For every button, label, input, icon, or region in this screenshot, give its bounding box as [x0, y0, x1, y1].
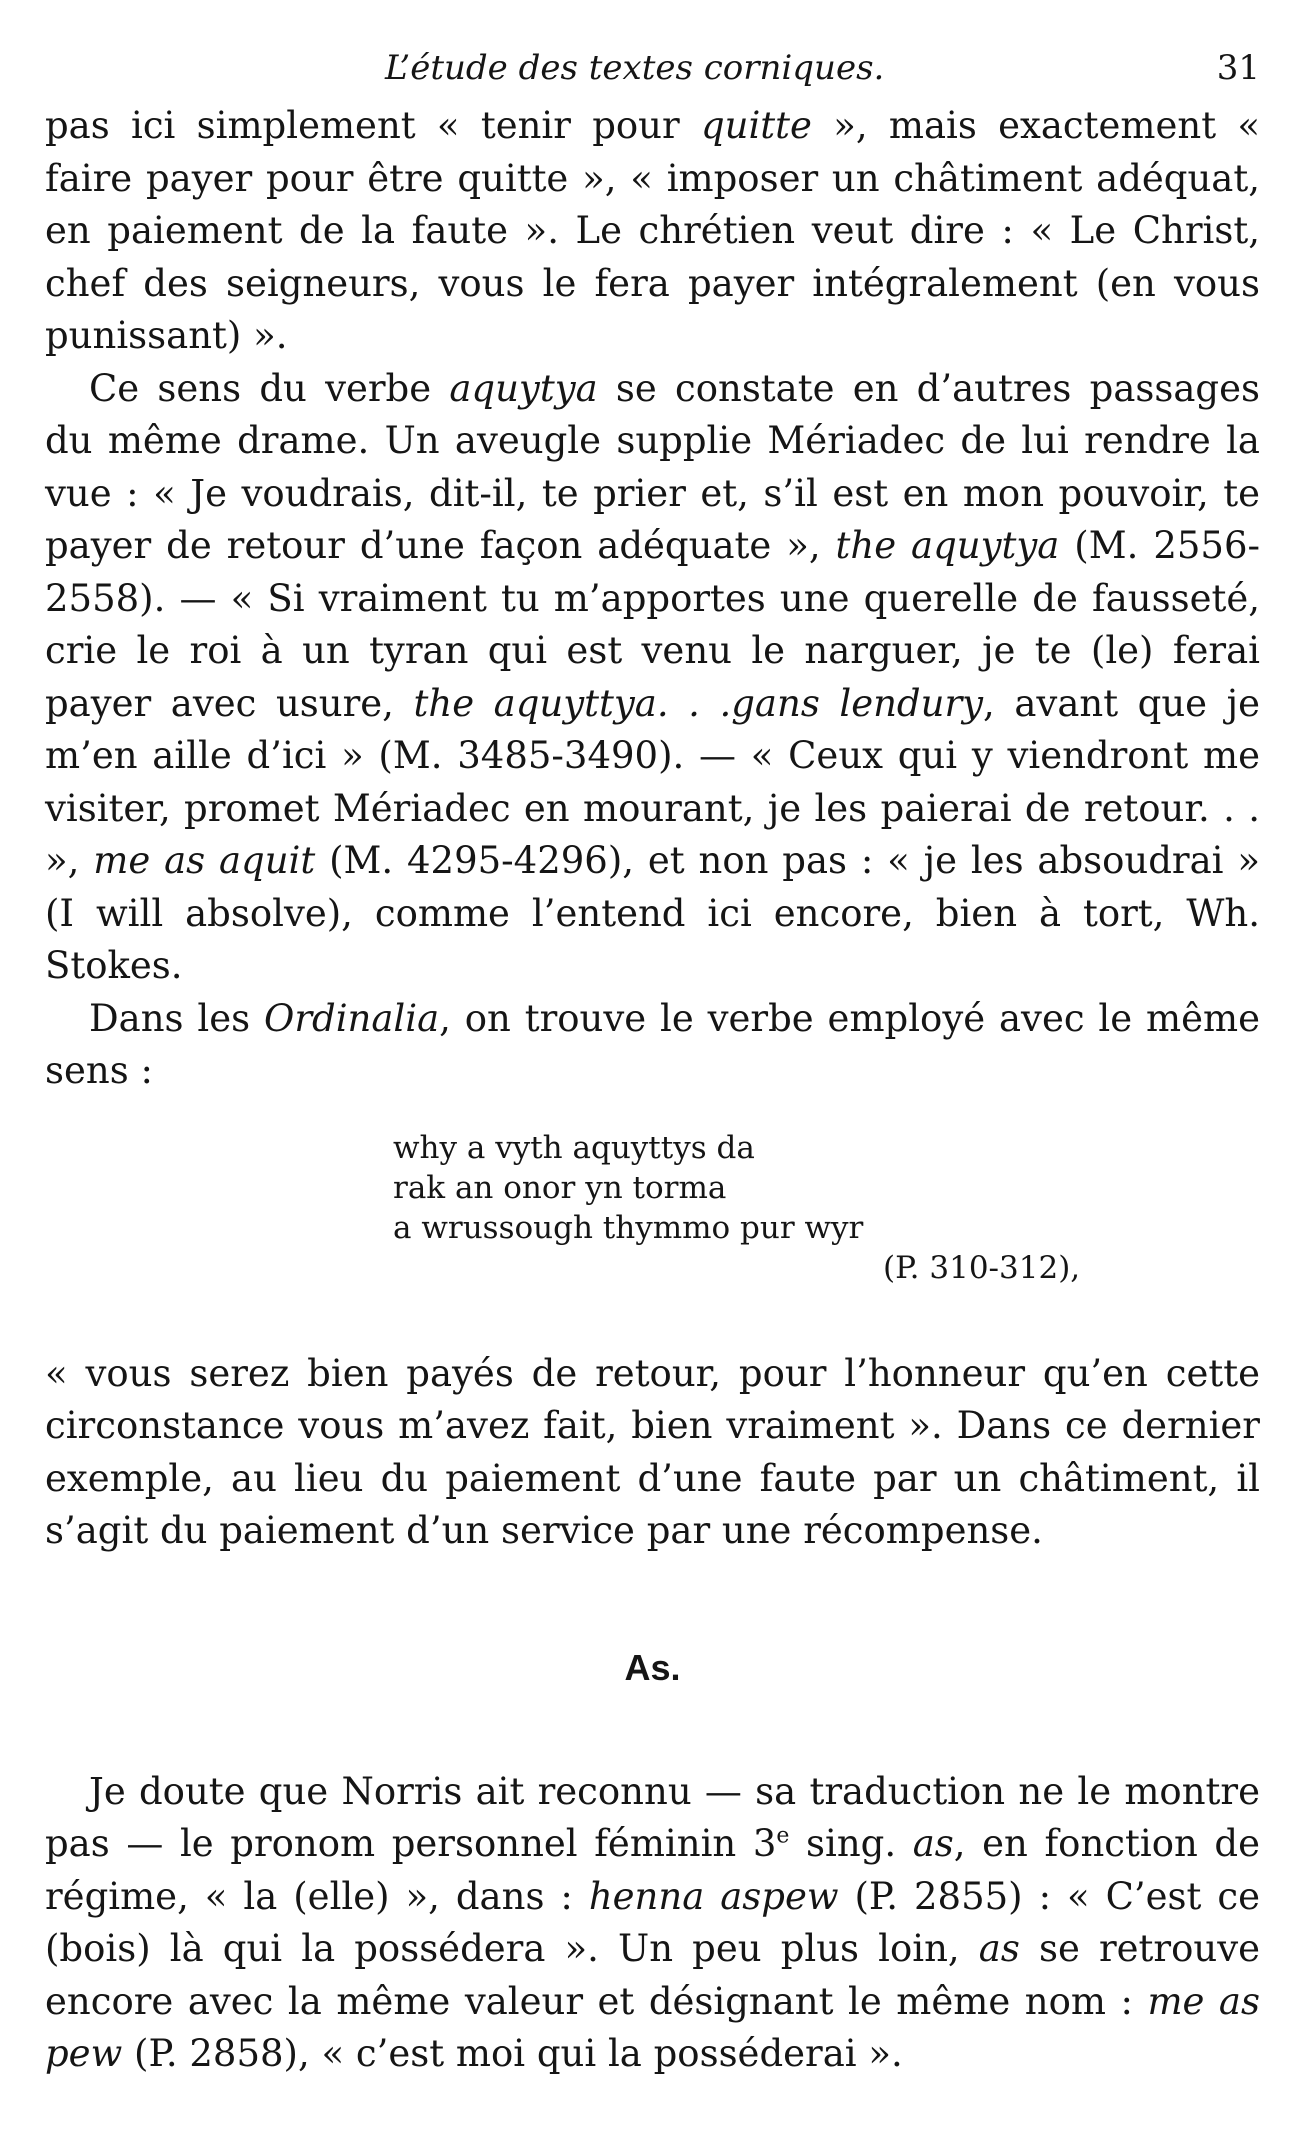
- paragraph-as-pronoun: Je doute que Norris ait reconnu — sa traduction ne le montre pas — le pronom personnel féminin 3e sing. as, en fonction de régime, « la (elle) », dans : henna aspew (P. 2855) : « C’est ce (bois) là qui la possédera ». Un peu plus loin, as se retrouve encore avec la même valeur et désignant le même nom : me as pew (P. 2858), « c’est moi qui la posséderai ».: [45, 1769, 1261, 2075]
- running-title: L’étude des textes corniques.: [385, 48, 885, 88]
- verse-line: why a vyth aquyttys da: [393, 1129, 755, 1166]
- paragraph-continued: pas ici simplement « tenir pour quitte », mais exactement « faire payer pour être quitte », « imposer un châtiment adéquat, en paiement de la faute ». Le chrétien veut dire : « Le Christ, chef des seigneurs, vous le fera payer intégralement (en vous punissant) ».: [45, 104, 1260, 357]
- verse-reference: (P. 310-312),: [883, 1249, 1081, 1286]
- page-number: 31: [1216, 48, 1260, 88]
- paragraph-ordinalia: Dans les Ordinalia, on trouve le verbe employé avec le même sens :: [45, 996, 1260, 1092]
- verse-line: a wrussough thymmo pur wyr: [393, 1209, 864, 1246]
- paragraph-verse-translation: « vous serez bien payés de retour, pour l’honneur qu’en cette circonstance vous m’avez fait, bien vraiment ». Dans ce dernier exemple, au lieu du paiement d’une faute par un châtiment, il s’agit du paiement d’un service par une récompense.: [45, 1351, 1260, 1552]
- verse-line: rak an onor yn torma: [393, 1169, 727, 1206]
- running-head: [45, 40, 1260, 100]
- section-heading: As.: [624, 1646, 681, 1688]
- verse-quotation: [393, 1128, 1260, 1288]
- page: [45, 40, 1260, 2081]
- paragraph-aquytya-meaning: Ce sens du verbe aquytya se constate en d’autres passages du même drame. Un aveugle supplie Mériadec de lui rendre la vue : « Je voudrais, dit-il, te prier et, s’il est en mon pouvoir, te payer de retour d’une façon adéquate », the aquytya (M. 2556-2558). — « Si vraiment tu m’apportes une querelle de fausseté, crie le roi à un tyran qui est venu le narguer, je te (le) ferai payer avec usure, the aquyttya. . .gans lendury, avant que je m’en aille d’ici » (M. 3485-3490). — « Ceux qui y viendront me visiter, promet Mériadec en mourant, je les paierai de retour. . . », me as aquit (M. 4295-4296), et non pas : « je les absoudrai » (I will absolve), comme l’entend ici encore, bien à tort, Wh. Stokes.: [45, 366, 1261, 987]
